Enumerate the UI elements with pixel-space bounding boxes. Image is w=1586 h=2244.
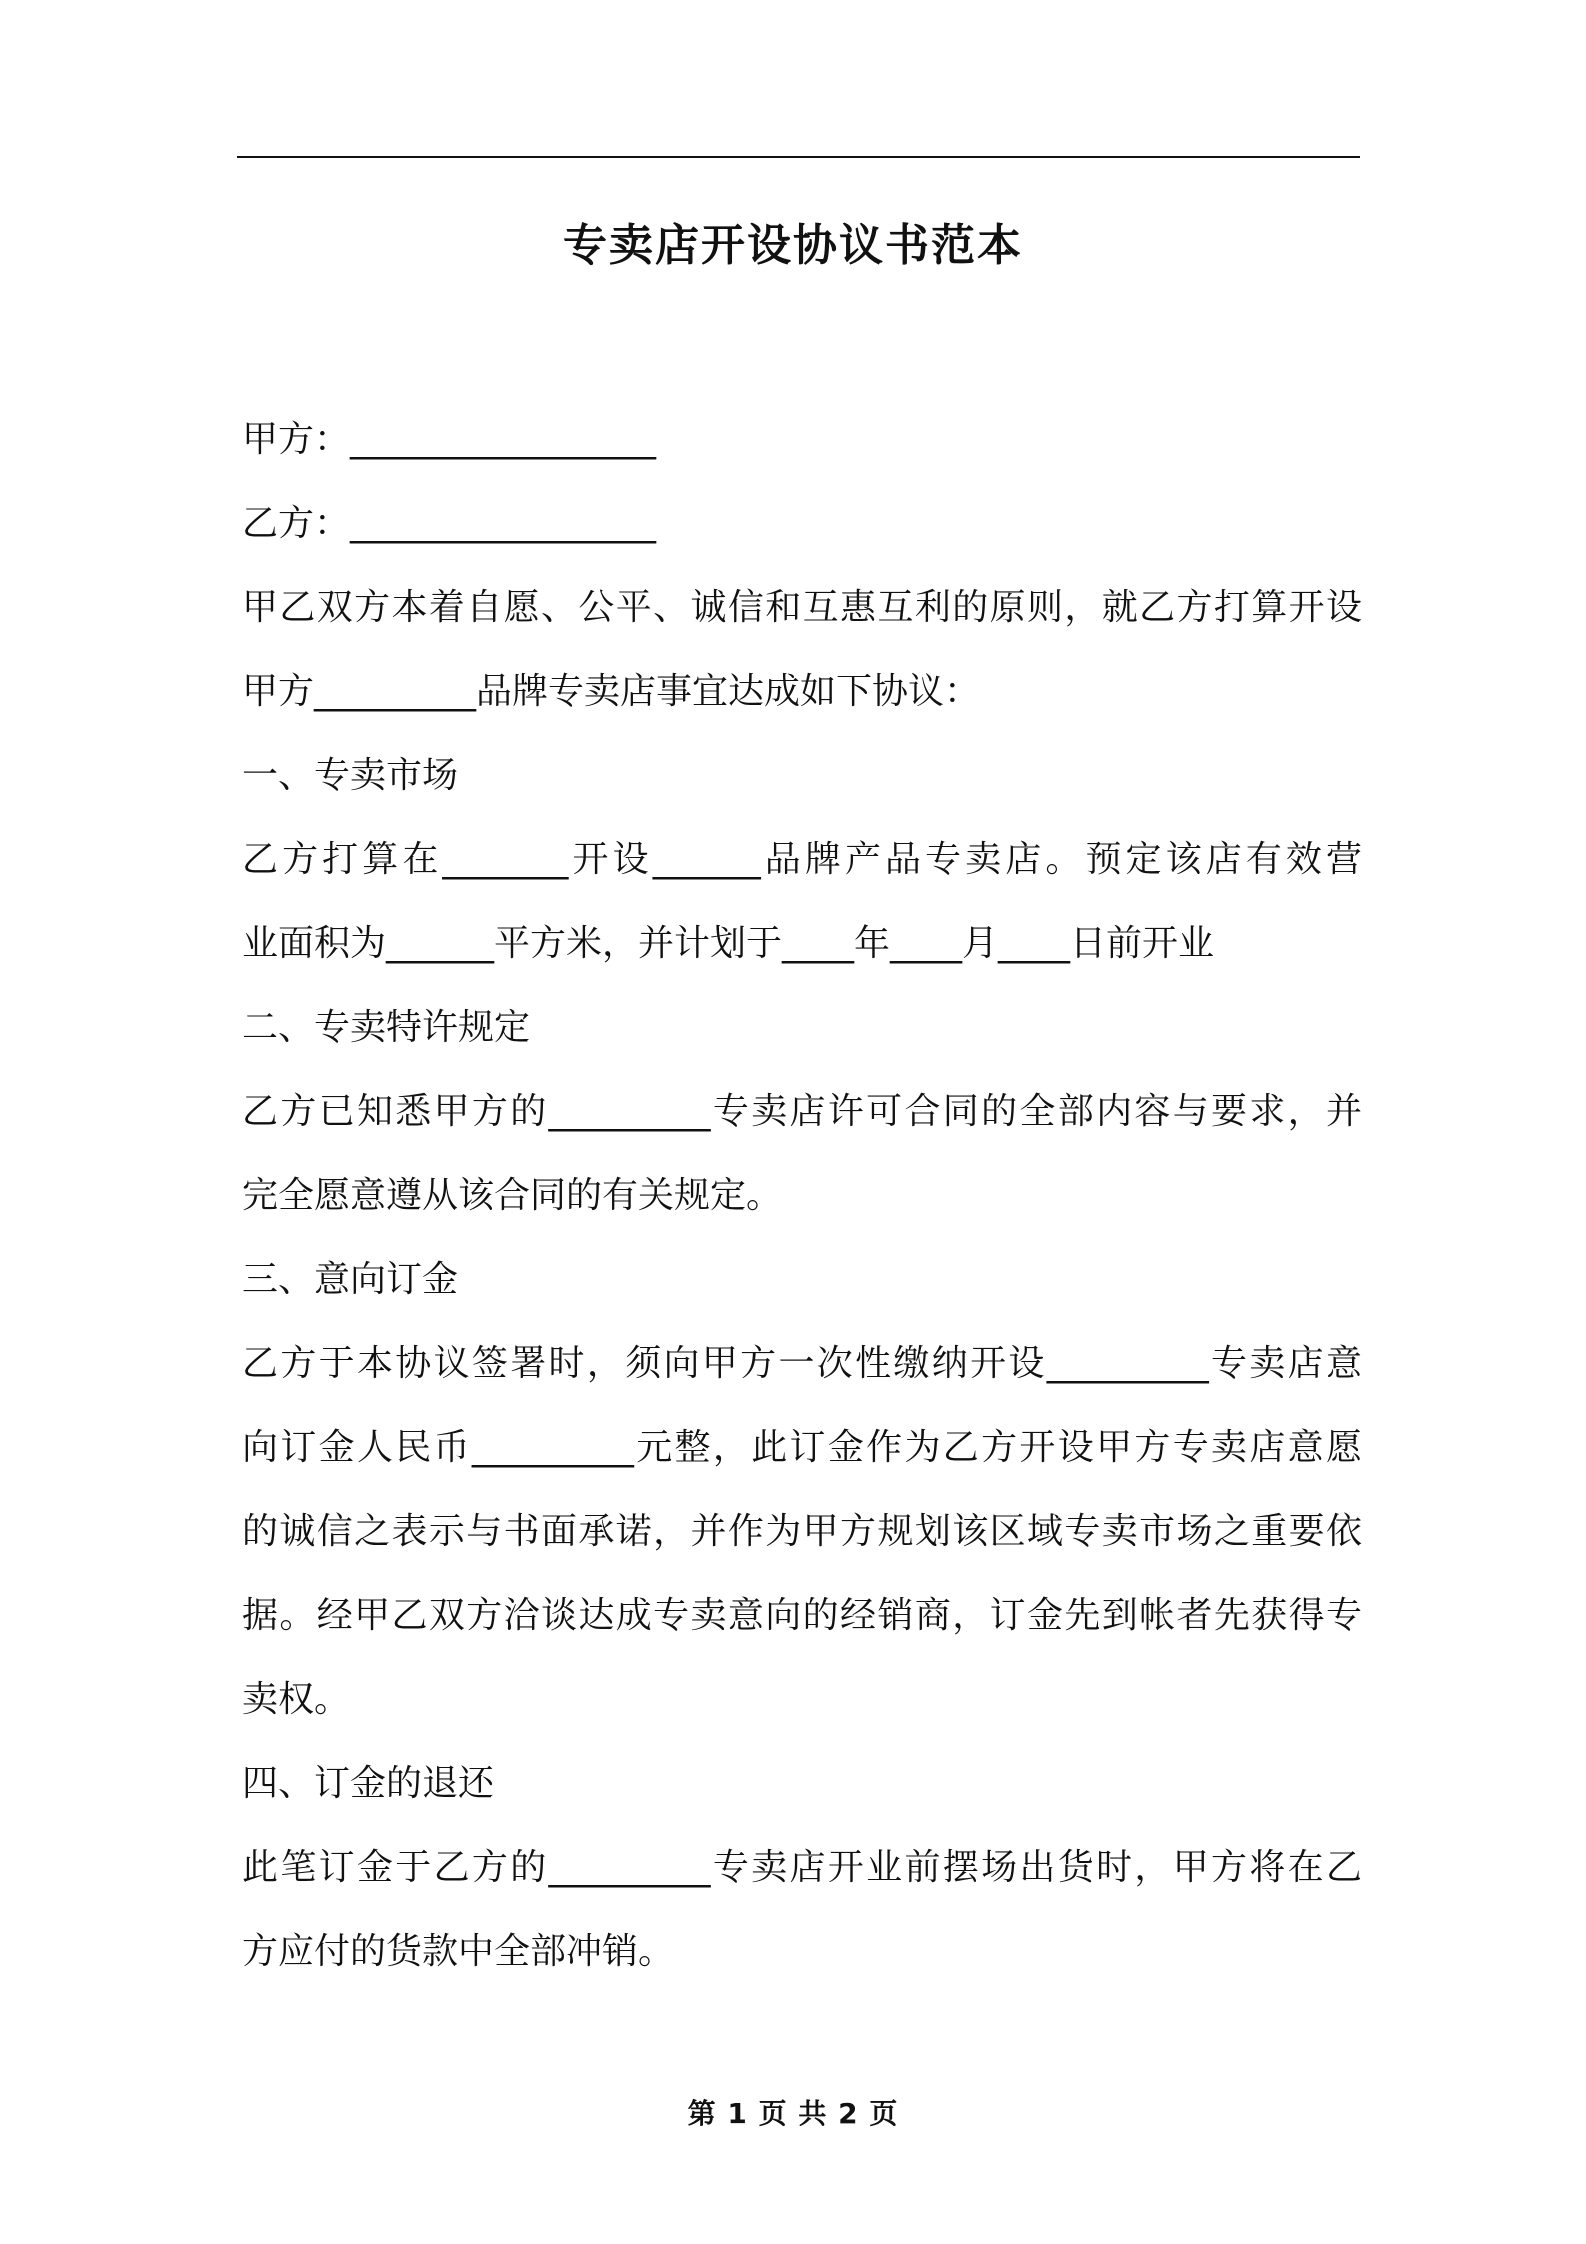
document-body: [242, 398, 1362, 1994]
text-line: 三、意向订金: [242, 1259, 459, 1300]
text-line: 二、专卖特许规定: [242, 1007, 531, 1048]
text-line: 乙方：_________________: [242, 503, 657, 544]
document-title: 专卖店开设协议书范本: [563, 220, 1023, 271]
text-line: 甲方_________品牌专卖店事宜达成如下协议：: [242, 671, 981, 712]
text-line: 乙方于本协议签署时，须向甲方一次性缴纳开设_________专卖店意: [242, 1343, 1362, 1384]
text-line: 业面积为______平方米，并计划于____年____月____日前开业: [242, 923, 1215, 964]
text-line: 乙方已知悉甲方的_________专卖店许可合同的全部内容与要求，并: [242, 1091, 1362, 1132]
text-line: 甲乙双方本着自愿、公平、诚信和互惠互利的原则，就乙方打算开设: [242, 587, 1362, 628]
text-line: 卖权。: [242, 1679, 351, 1720]
text-line: 完全愿意遵从该合同的有关规定。: [242, 1175, 783, 1216]
header-rule: [237, 156, 1360, 158]
text-line: 据。经甲乙双方洽谈达成专卖意向的经销商，订金先到帐者先获得专: [242, 1595, 1362, 1636]
text-line: 方应付的货款中全部冲销。: [242, 1931, 675, 1972]
text-line: 乙方打算在_______开设______品牌产品专卖店。预定该店有效营: [242, 839, 1362, 880]
text-line: 向订金人民币_________元整，此订金作为乙方开设甲方专卖店意愿: [242, 1427, 1362, 1468]
text-line: 四、订金的退还: [242, 1763, 495, 1804]
text-line: 此笔订金于乙方的_________专卖店开业前摆场出货时，甲方将在乙: [242, 1847, 1362, 1888]
page-footer: 第 1 页 共 2 页: [687, 2097, 899, 2130]
text-line: 一、专卖市场: [242, 755, 459, 796]
text-line: 的诚信之表示与书面承诺，并作为甲方规划该区域专卖市场之重要依: [242, 1511, 1362, 1552]
text-line: 甲方：_________________: [242, 419, 657, 460]
